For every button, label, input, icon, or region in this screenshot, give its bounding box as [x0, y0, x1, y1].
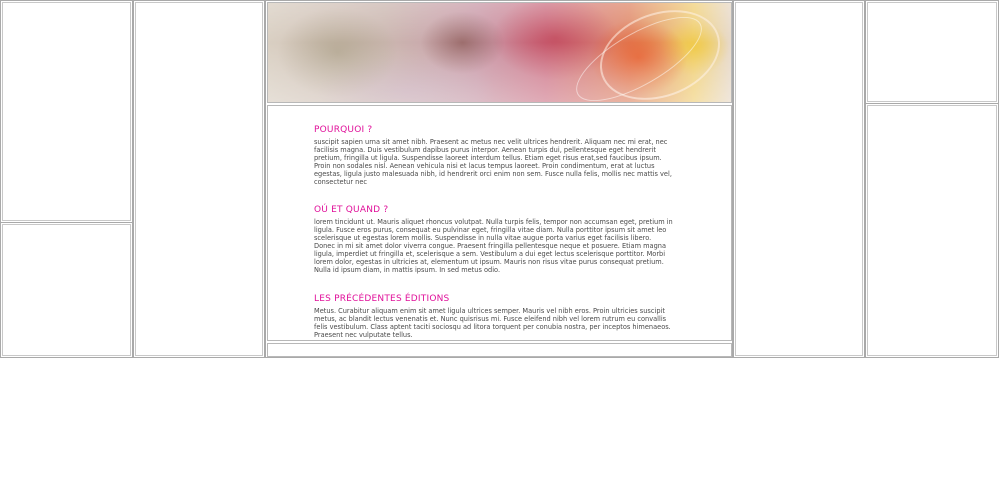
section-body: Metus. Curabitur aliquam enim sit amet ligula ultrices semper. Mauris vel nibh eros. Proin ultricies suscipit metus, ac blandit lectus venenatis et. Nunc quisrisus mi. Fusce eleifend nibh vel lorem rutrum eu convallis felis vestibulum. Class aptent taciti sociosqu ad litora torquent per conubia nostra, per inceptos himenaeos. Praesent nec vulputate tellus.: [314, 307, 671, 339]
section-precedentes-editions: [314, 294, 674, 339]
section-title: POURQUOI ?: [314, 125, 373, 135]
section-pourquoi: [314, 125, 674, 186]
section-body: lorem tincidunt ut. Mauris aliquet rhoncus volutpat. Nulla turpis felis, tempor non accumsan eget, pretium in ligula. Fusce eros purus, consequat eu pulvinar eget, fringilla vitae diam. Nulla porttitor ipsum sit amet leo scelerisque ut egestas lorem mollis. Suspendisse in nulla vitae augue porta varius eget facilisis libero. Donec in mi sit amet dolor viverra congue. Praesent fringilla pellentesque neque et posuere. Etiam magna ligula, imperdiet ut fringilla et, scelerisque a sem. Vestibulum a dui eget lectus scelerisque porttitor. Morbi lorem dolor, egestas in ultricies at, elementum ut ipsum. Mauris non risus vitae purus consequat pretium. Nulla id ipsum diam, in mattis ipsum. In sed metus odio.: [314, 218, 673, 274]
left-frame-top: [0, 0, 133, 223]
section-ou-et-quand: [314, 205, 674, 274]
section-body: suscipit sapien urna sit amet nibh. Praesent ac metus nec velit ultrices hendrerit. Aliquam nec mi erat, nec facilisis magna. Duis vestibulum dapibus purus interpor. Aenean turpis dui, pellentesque eget hendrerit pretium, fringilla ut ligula. Suspendisse laoreet interdum tellus. Etiam eget risus erat,sed faucibus ipsum. Proin non sodales nisl. Aenean vehicula nisi et lacus tempus laoreet. Proin condimentum, erat at luctus egestas, ligula justo malesuada nibh, id hendrerit orci enim non sem. Fusce nulla felis, mollis nec mattis vel, consectetur nec: [314, 138, 672, 186]
center-column: [265, 0, 733, 358]
right-inner-frame: [733, 0, 865, 358]
footer-frame: [267, 343, 732, 357]
left-frame-bottom: [0, 222, 133, 358]
section-title: LES PRÉCÉDENTES ÉDITIONS: [314, 294, 450, 304]
content-frame[interactable]: [267, 105, 732, 341]
right-frame-bottom: [865, 103, 999, 358]
banner-overlay: [268, 3, 731, 102]
section-title: OÚ ET QUAND ?: [314, 205, 389, 215]
right-frame-top: [865, 0, 999, 104]
left-inner-frame: [133, 0, 265, 358]
banner-image: [267, 2, 732, 103]
